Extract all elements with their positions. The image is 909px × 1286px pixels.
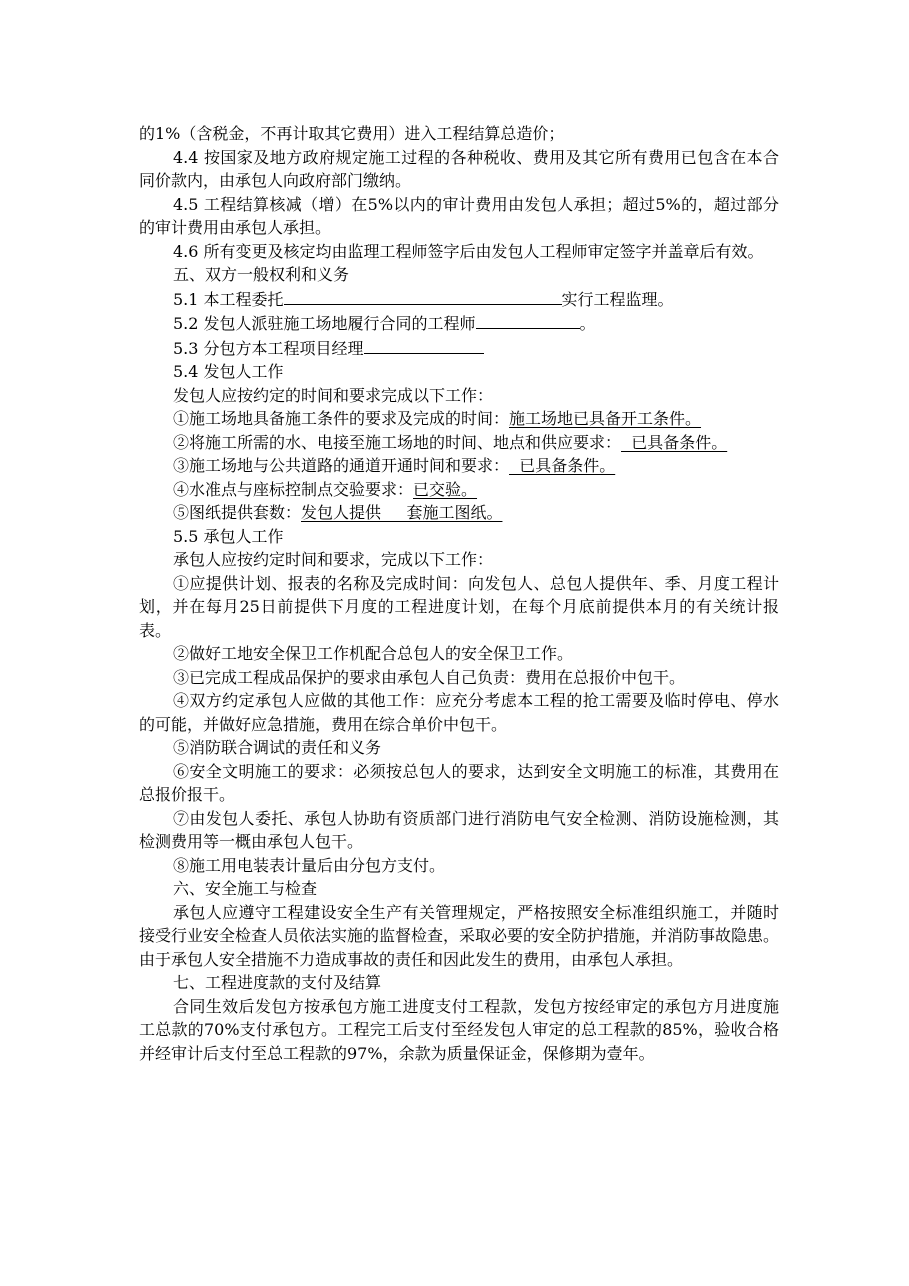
employer-item-5-value: 发包人提供 套施工图纸。 [301, 503, 503, 522]
clause-4-5: 4.5 工程结算核减（增）在5%以内的审计费用由发包人承担；超过5%的，超过部分的审计费用由承包人承担。 [139, 194, 779, 237]
employer-item-3 [139, 454, 779, 478]
engineer-blank [476, 311, 580, 329]
contractor-item-2: ②做好工地安全保卫工作机配合总包人的安全保卫工作。 [173, 644, 574, 663]
contractor-item-7: ⑦由发包人委托、承包人协助有资质部门进行消防电气安全检测、消防设施检测，其检测费用等一概由承包人包干。 [139, 808, 779, 851]
contractor-item-8: ⑧施工用电装表计量后由分包方支付。 [173, 855, 446, 875]
employer-item-1-value: 施工场地已具备开工条件。 [509, 409, 702, 428]
employer-item-4-label: ④水准点与座标控制点交验要求： [173, 479, 414, 499]
contractor-item-3: ③已完成工程成品保护的要求由承包人自己负责：费用在总报价中包干。 [173, 667, 686, 687]
clause-5-5: 5.5 承包人工作 [173, 526, 284, 546]
clause-5-4: 5.4 发包人工作 [173, 362, 284, 381]
section-6-body: 承包人应遵守工程建设安全生产有关管理规定，严格按照安全标准组织施工，并随时接受行业安全检查人员依法实施的监督检查，采取必要的安全防护措施，并消防事故隐患。由于承包人安全措施不力造成事故的责任和因此发生的费用，由承包人承担。 [139, 902, 780, 969]
clause-5-1-label: 5.1 本工程委托 [173, 289, 284, 309]
employer-item-5-label: ⑤图纸提供套数： [173, 503, 302, 522]
clause-5-1 [139, 287, 779, 312]
section-7-heading: 七、工程进度款的支付及结算 [173, 973, 382, 992]
section-6-heading: 六、安全施工与检查 [173, 879, 318, 898]
section-7-body: 合同生效后发包方按承包方施工进度支付工程款，发包方按经审定的承包方月进度施工总款的70%支付承包方。工程完工后支付至经发包人审定的总工程款的85%，验收合格并经审计后支付至总工程款的97%，余款为质量保证金，保修期为壹年。 [139, 996, 779, 1063]
clause-5-3 [139, 336, 779, 361]
employer-item-2-value: 已具备条件。 [621, 432, 728, 452]
employer-item-2-label: ②将施工所需的水、电接至施工场地的时间、地点和供应要求： [173, 432, 622, 452]
section-5-heading: 五、双方一般权利和义务 [173, 265, 350, 284]
employer-item-3-value: 已具备条件。 [509, 456, 616, 475]
contractor-item-1: ①应提供计划、报表的名称及完成时间：向发包人、总包人提供年、季、月度工程计划，并在每月25日前提供下月度的工程进度计划，在每个月底前提供本月的有关统计报表。 [139, 573, 779, 640]
clause-5-2-suffix: 。 [579, 314, 596, 333]
contractor-item-5: ⑤消防联合调试的责任和义务 [173, 738, 382, 757]
contractor-item-4: ④双方约定承包人应做的其他工作：应充分考虑本工程的抢工需要及临时停电、停水的可能，并做好应急措施，费用在综合单价中包干。 [139, 691, 779, 734]
employer-item-1-label: ①施工场地具备施工条件的要求及完成的时间： [173, 409, 510, 428]
supervisor-blank [284, 287, 562, 305]
employer-item-4-value: 已交验。 [413, 479, 478, 499]
paragraph-4-3-tail: 的1%（含税金，不再计取其它费用）进入工程结算总造价； [139, 124, 565, 143]
employer-item-2 [139, 431, 779, 455]
clause-4-6: 4.6 所有变更及核定均由监理工程师签字后由发包人工程师审定签字并盖章后有效。 [173, 241, 764, 261]
clause-4-4: 4.4 按国家及地方政府规定施工过程的各种税收、费用及其它所有费用已包含在本合同价款内，由承包人向政府部门缴纳。 [139, 147, 779, 190]
clause-5-5-intro: 承包人应按约定时间和要求，完成以下工作： [173, 550, 494, 569]
clause-5-3-label: 5.3 分包方本工程项目经理 [173, 338, 364, 358]
employer-item-3-label: ③施工场地与公共道路的通道开通时间和要求： [173, 456, 510, 475]
employer-item-4 [139, 478, 779, 502]
manager-blank [364, 336, 484, 354]
contractor-item-6: ⑥安全文明施工的要求：必须按总包人的要求，达到安全文明施工的标准，其费用在总报价报干。 [139, 761, 779, 804]
employer-item-1 [139, 407, 779, 431]
clause-5-2 [139, 311, 779, 336]
document-body [139, 122, 779, 1065]
clause-5-2-label: 5.2 发包人派驻施工场地履行合同的工程师 [173, 314, 476, 333]
employer-item-5 [139, 501, 779, 525]
clause-5-1-suffix: 实行工程监理。 [561, 289, 674, 309]
clause-5-4-intro: 发包人应按约定的时间和要求完成以下工作： [173, 385, 494, 405]
